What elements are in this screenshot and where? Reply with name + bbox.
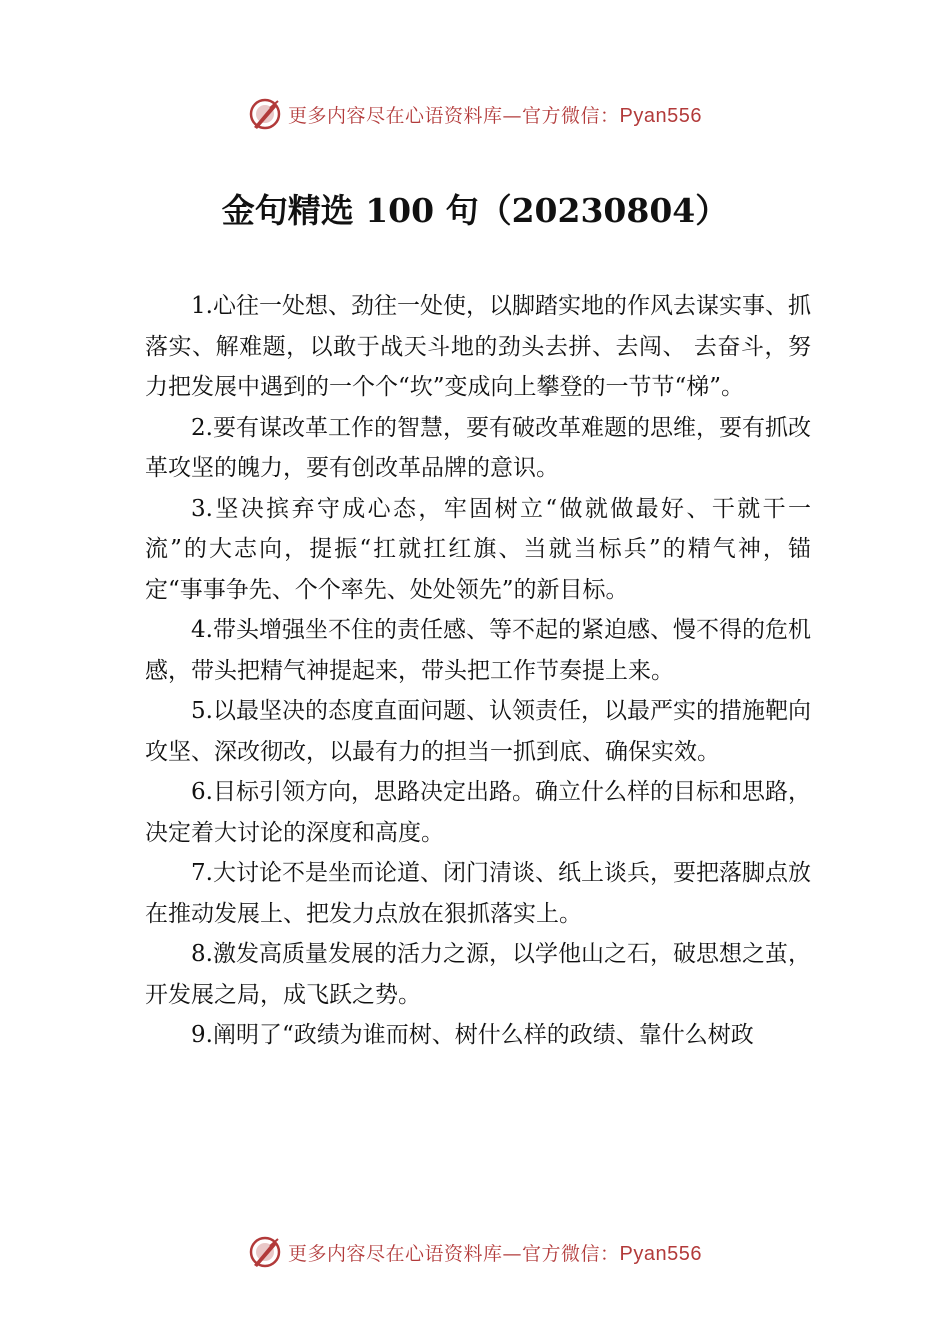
paragraph: 3.坚决摈弃守成心态，牢固树立“做就做最好、干就干一流”的大志向，提振“扛就扛红旗、当就当标兵”的精气神，锚定“事事争先、个个率先、处处领先”的新目标。 [145, 495, 811, 603]
watermark-wechat-id: Pyan556 [619, 104, 702, 127]
header-watermark [0, 94, 950, 134]
paragraph: 9.阐明了“政绩为谁而树、树什么样的政绩、靠什么树政 [191, 1022, 754, 1048]
paragraph: 8.激发高质量发展的活力之源，以学他山之石，破思想之茧，开发展之局，成飞跃之势。 [145, 941, 811, 1008]
paragraph: 1.心往一处想、劲往一处使，以脚踏实地的作风去谋实事、抓落实、解难题，以敢于战天斗地的劲头去拼、去闯、 去奋斗，努力把发展中遇到的一个个“坎”变成向上攀登的一节节“梯”。 [145, 293, 811, 400]
paragraph: 7.大讨论不是坐而论道、闭门清谈、纸上谈兵，要把落脚点放在推动发展上、把发力点放在狠抓落实上。 [145, 860, 811, 927]
paragraph: 2.要有谋改革工作的智慧，要有破改革难题的思维，要有抓改革攻坚的魄力，要有创改革品牌的意识。 [145, 414, 811, 481]
watermark-site-text: 更多内容尽在心语资料库—官方微信： [288, 104, 620, 127]
watermark-site-text: 更多内容尽在心语资料库—官方微信： [288, 1242, 620, 1265]
watermark-text [288, 101, 702, 128]
paragraph: 5.以最坚决的态度直面问题、认领责任，以最严实的措施靶向攻坚、深改彻改，以最有力的担当一抓到底、确保实效。 [145, 698, 811, 765]
watermark-text [288, 1239, 702, 1266]
paragraph: 6.目标引领方向，思路决定出路。确立什么样的目标和思路，决定着大讨论的深度和高度。 [145, 779, 811, 846]
document-body [145, 286, 811, 1056]
watermark-wechat-id: Pyan556 [619, 1242, 702, 1265]
paragraph: 4.带头增强坐不住的责任感、等不起的紧迫感、慢不得的危机感，带头把精气神提起来，带头把工作节奏提上来。 [145, 617, 811, 684]
document-title: 金句精选 100 句（20230804） [221, 191, 729, 230]
pen-logo-icon [248, 97, 282, 131]
footer-watermark [0, 1232, 950, 1272]
pen-logo-icon [248, 1235, 282, 1269]
